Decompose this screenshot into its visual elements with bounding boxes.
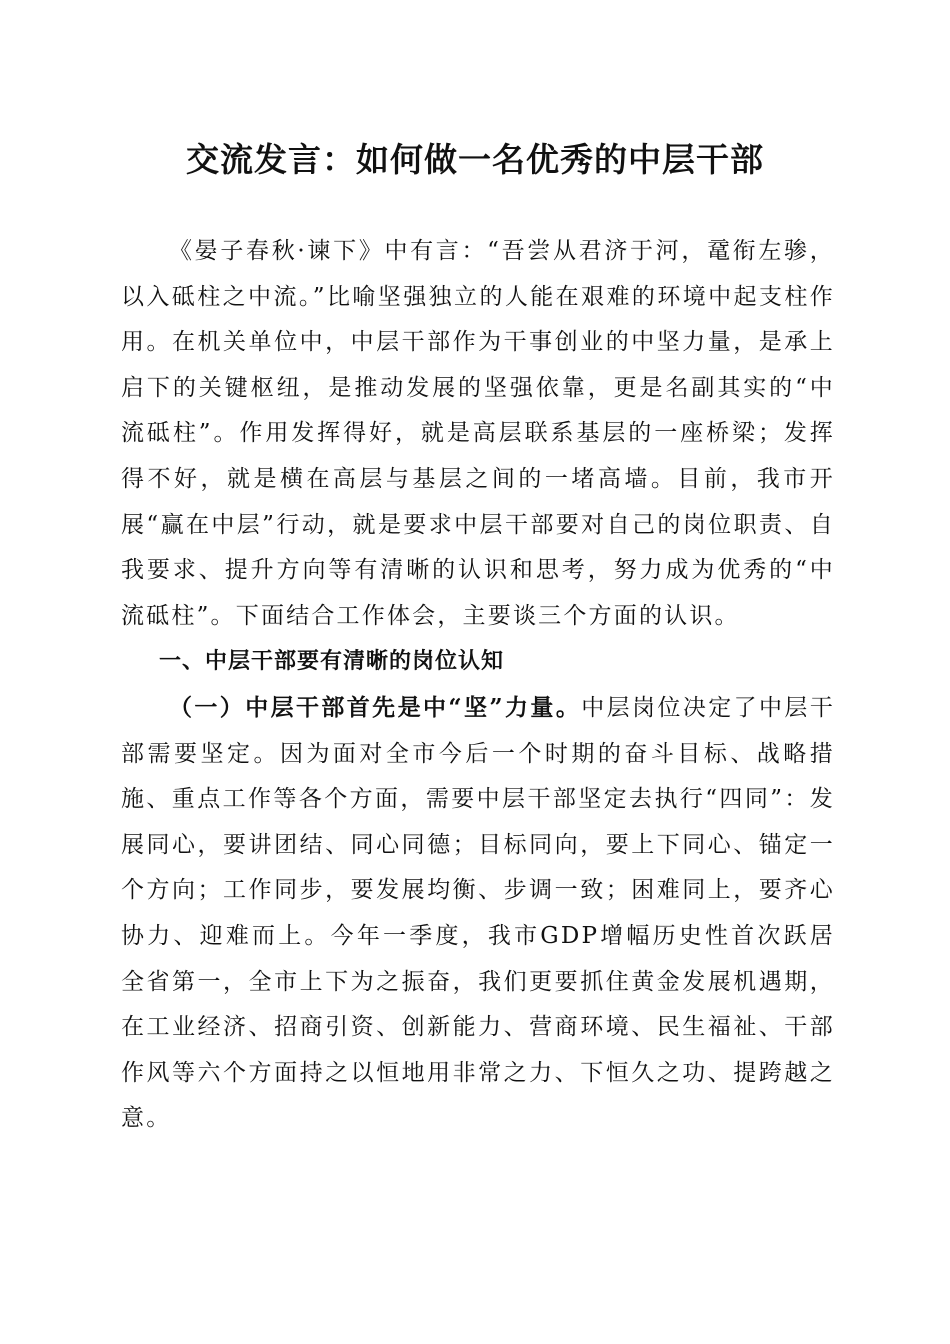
subsection-paragraph	[121, 685, 835, 1142]
section-heading: 一、中层干部要有清晰的岗位认知	[159, 649, 505, 675]
intro-paragraph: 《晏子春秋·谏下》中有言：“吾尝从君济于河，鼋衔左骖，以入砥柱之中流。”比喻坚强独立的人能在艰难的环境中起支柱作用。在机关单位中，中层干部作为干事创业的中坚力量，是承上启下的关键枢纽，是推动发展的坚强依靠，更是名副其实的“中流砥柱”。作用发挥得好，就是高层联系基层的一座桥梁；发挥得不好，就是横在高层与基层之间的一堵高墙。目前，我市开展“赢在中层”行动，就是要求中层干部要对自己的岗位职责、自我要求、提升方向等有清晰的认识和思考，努力成为优秀的“中流砥柱”。下面结合工作体会，主要谈三个方面的认识。	[121, 238, 835, 629]
subsection-body: 中层岗位决定了中层干部需要坚定。因为面对全市今后一个时期的奋斗目标、战略措施、重点工作等各个方面，需要中层干部坚定去执行“四同”：发展同心，要讲团结、同心同德；目标同向，要上下同心、锚定一个方向；工作同步，要发展均衡、步调一致；困难同上，要齐心协力、迎难而上。今年一季度，我市GDP增幅历史性首次跃居全省第一，全市上下为之振奋，我们更要抓住黄金发展机遇期，在工业经济、招商引资、创新能力、营商环境、民生福祉、干部作风等六个方面持之以恒地用非常之力、下恒久之功、提跨越之意。	[121, 694, 836, 1132]
subsection-lead: （一）中层干部首先是中“坚”力量。	[169, 693, 582, 721]
document-body	[121, 229, 835, 1142]
document-title: 交流发言：如何做一名优秀的中层干部	[186, 140, 764, 179]
